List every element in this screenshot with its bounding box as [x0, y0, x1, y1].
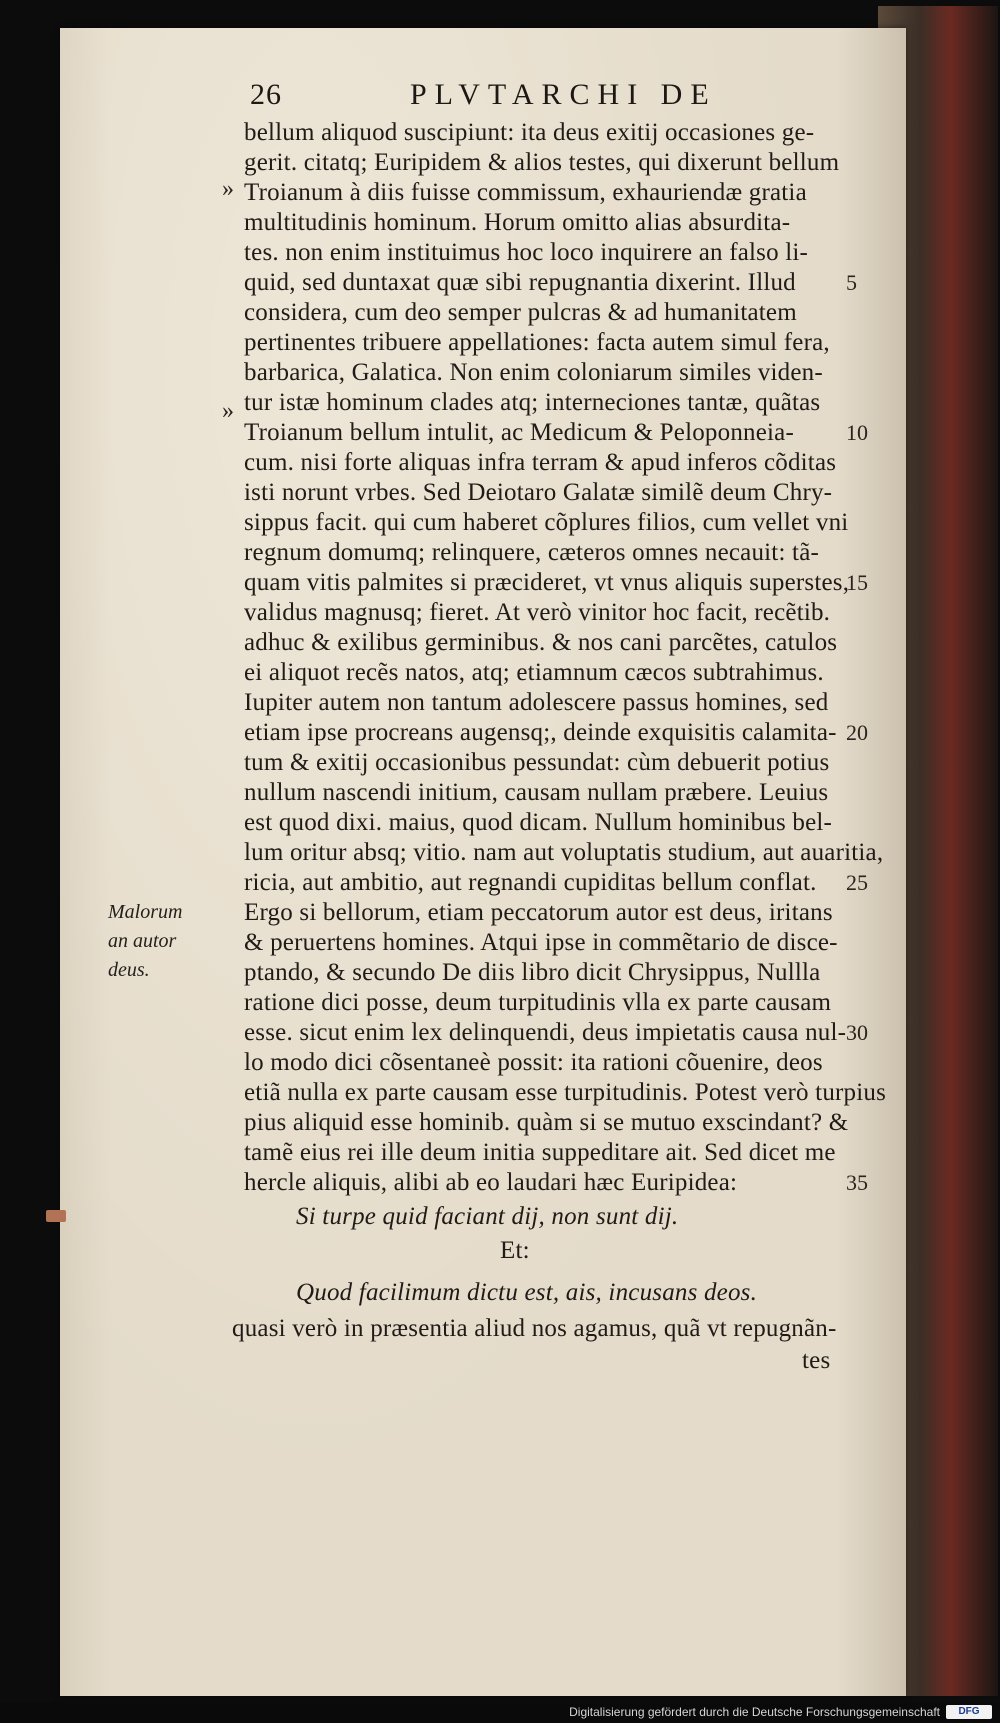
paper-stain [46, 1210, 66, 1222]
text-line: pertinentes tribuere appellationes: facta autem simul fera, [244, 329, 830, 356]
line-number: 20 [846, 720, 868, 745]
text-line: tamẽ eius rei ille deum initia suppeditare ait. Sed dicet me [244, 1139, 836, 1166]
text-line: tur istæ hominum clades atq; interneciones tantæ, quãtas [244, 389, 821, 416]
text-line: sippus facit. qui cum haberet cõplures filios, cum vellet vni [244, 509, 849, 536]
quote-mark: » [222, 176, 234, 202]
text-line: adhuc & exilibus germinibus. & nos cani parcẽtes, catulos [244, 629, 838, 656]
text-line: ratione dici posse, deum turpitudinis vlla ex parte causam [244, 989, 832, 1016]
text-line: cum. nisi forte aliquas infra terram & apud inferos cõditas [244, 449, 837, 476]
text-line: quam vitis palmites si præcideret, vt vnus aliquis superstes, [244, 569, 850, 596]
text-line: gerit. citatq; Euripidem & alios testes, qui dixerunt bellum [244, 149, 840, 176]
text-line: etiã nulla ex parte causam esse turpitudinis. Potest verò turpius [244, 1079, 887, 1106]
line-number: 35 [846, 1170, 868, 1195]
text-line: Ergo si bellorum, etiam peccatorum autor est deus, iritans [244, 899, 833, 926]
running-title: PLVTARCHI DE [410, 78, 717, 111]
page-number: 26 [250, 78, 282, 111]
text-line: lum oritur absq; vitio. nam aut voluptatis studium, aut auaritia, [244, 839, 884, 866]
text-line: multitudinis hominum. Horum omitto alias absurdita- [244, 209, 791, 236]
margin-note-line: an autor [108, 930, 177, 952]
verse-label: Et: [500, 1237, 530, 1264]
margin-note [108, 898, 218, 985]
text-line: bellum aliquod suscipiunt: ita deus exitij occasiones ge- [244, 119, 815, 146]
verse-line: Si turpe quid faciant dij, non sunt dij. [296, 1203, 679, 1230]
text-line: ei aliquot recẽs natos, atq; etiamnum cæcos subtrahimus. [244, 659, 824, 686]
line-number: 5 [846, 270, 857, 295]
text-line: etiam ipse procreans augensq;, deinde exquisitis calamita- [244, 719, 837, 746]
verse-line: Quod facilimum dictu est, ais, incusans deos. [296, 1279, 758, 1306]
margin-note-line: Malorum [108, 901, 183, 923]
text-line: nullum nascendi initium, causam nullam præbere. Leuius [244, 779, 829, 806]
catchword: tes [802, 1347, 831, 1374]
text-line: quid, sed duntaxat quæ sibi repugnantia dixerint. Illud [244, 269, 796, 296]
text-line: isti norunt vrbes. Sed Deiotaro Galatæ similẽ deum Chry- [244, 479, 833, 506]
text-line: tes. non enim instituimus hoc loco inquirere an falso li- [244, 239, 809, 266]
text-line: Troianum à diis fuisse commissum, exhauriendæ gratia [244, 179, 807, 206]
funding-credit: Digitalisierung gefördert durch die Deutsche Forschungsgemeinschaft [569, 1705, 940, 1719]
text-line: hercle aliquis, alibi ab eo laudari hæc Euripidea: [244, 1169, 738, 1196]
text-line: quasi verò in præsentia aliud nos agamus, quã vt repugnãn- [232, 1315, 837, 1342]
line-number: 15 [846, 570, 868, 595]
text-line: pius aliquid esse hominib. quàm si se mutuo exscindant? & [244, 1109, 849, 1136]
text-line: ptando, & secundo De diis libro dicit Chrysippus, Nullla [244, 959, 821, 986]
footer-bar [0, 1702, 1000, 1723]
margin-note-line: deus. [108, 959, 150, 981]
text-line: ricia, aut ambitio, aut regnandi cupiditas bellum conflat. [244, 869, 817, 896]
text-line: est quod dixi. maius, quod dicam. Nullum hominibus bel- [244, 809, 833, 836]
text-line: regnum domumq; relinquere, cæteros omnes necauit: tã- [244, 539, 820, 566]
text-line: & peruertens homines. Atqui ipse in commẽtario de disce- [244, 929, 838, 956]
text-line: validus magnusq; fieret. At verò vinitor hoc facit, recẽtib. [244, 599, 831, 626]
quote-mark: » [222, 398, 234, 424]
text-line: esse. sicut enim lex delinquendi, deus impietatis causa nul- [244, 1019, 847, 1046]
running-head [0, 78, 1000, 118]
line-number: 10 [846, 420, 868, 445]
line-number: 25 [846, 870, 868, 895]
text-line: Iupiter autem non tantum adolescere passus homines, sed [244, 689, 829, 716]
text-line: lo modo dici cõsentaneè possit: ita rationi cõuenire, deos [244, 1049, 823, 1076]
text-line: barbarica, Galatica. Non enim coloniarum similes viden- [244, 359, 823, 386]
text-line: tum & exitij occasionibus pessundat: cùm debuerit potius [244, 749, 830, 776]
line-number: 30 [846, 1020, 868, 1045]
text-line: Troianum bellum intulit, ac Medicum & Peloponneia- [244, 419, 794, 446]
text-line: considera, cum deo semper pulcras & ad humanitatem [244, 299, 797, 326]
dfg-logo: DFG [946, 1705, 992, 1719]
